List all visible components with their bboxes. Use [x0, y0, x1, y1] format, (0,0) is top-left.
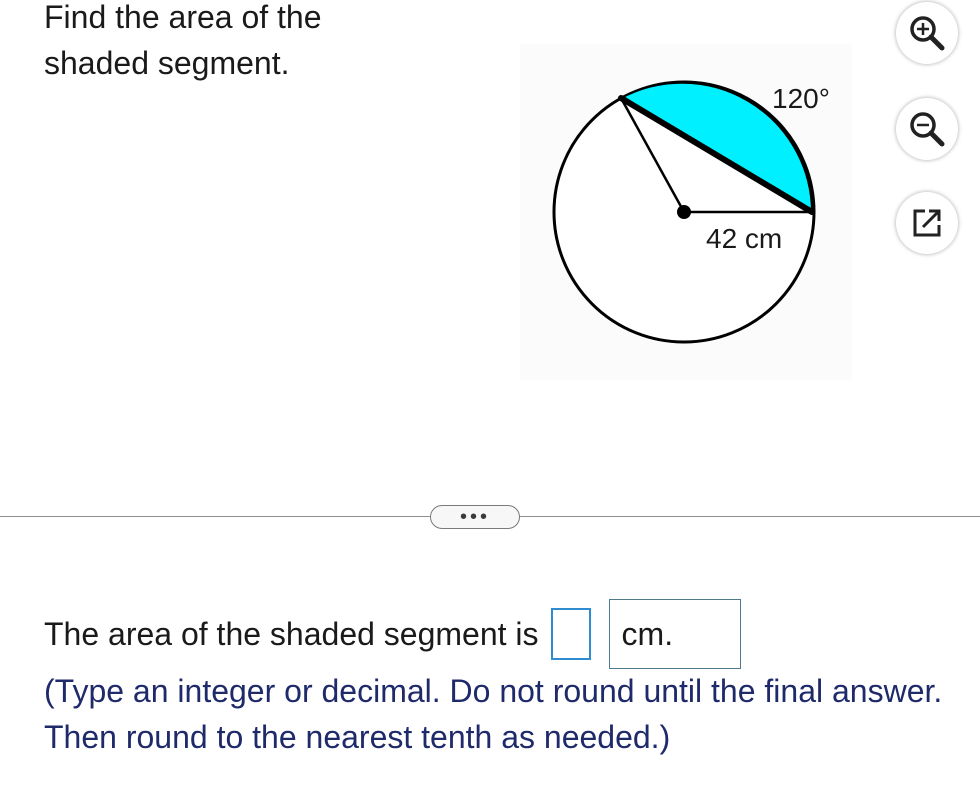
question-line-1: Find the area of the [44, 0, 322, 35]
answer-instructions: (Type an integer or decimal. Do not round until the final answer. Then round to the nearest tenth as needed.) [44, 673, 943, 755]
unit-label: cm. [621, 615, 674, 652]
question-text [44, 0, 404, 86]
zoom-out-icon [906, 108, 948, 150]
segment-figure [520, 44, 852, 380]
angle-label: 120° [772, 83, 830, 114]
answer-line [44, 604, 741, 664]
question-line-2: shaded segment. [44, 45, 290, 81]
zoom-out-button[interactable] [896, 98, 958, 160]
radius-label: 42 cm [706, 223, 783, 254]
answer-prefix: The area of the shaded segment is [44, 615, 539, 652]
zoom-in-button[interactable] [896, 2, 958, 64]
external-link-icon [909, 205, 945, 241]
answer-input[interactable] [551, 608, 591, 660]
unit-box [609, 599, 741, 669]
expand-more-button[interactable]: ••• [430, 505, 520, 529]
center-point [677, 205, 691, 219]
popout-button[interactable] [896, 192, 958, 254]
zoom-in-icon [906, 12, 948, 54]
circle-diagram [520, 44, 852, 380]
